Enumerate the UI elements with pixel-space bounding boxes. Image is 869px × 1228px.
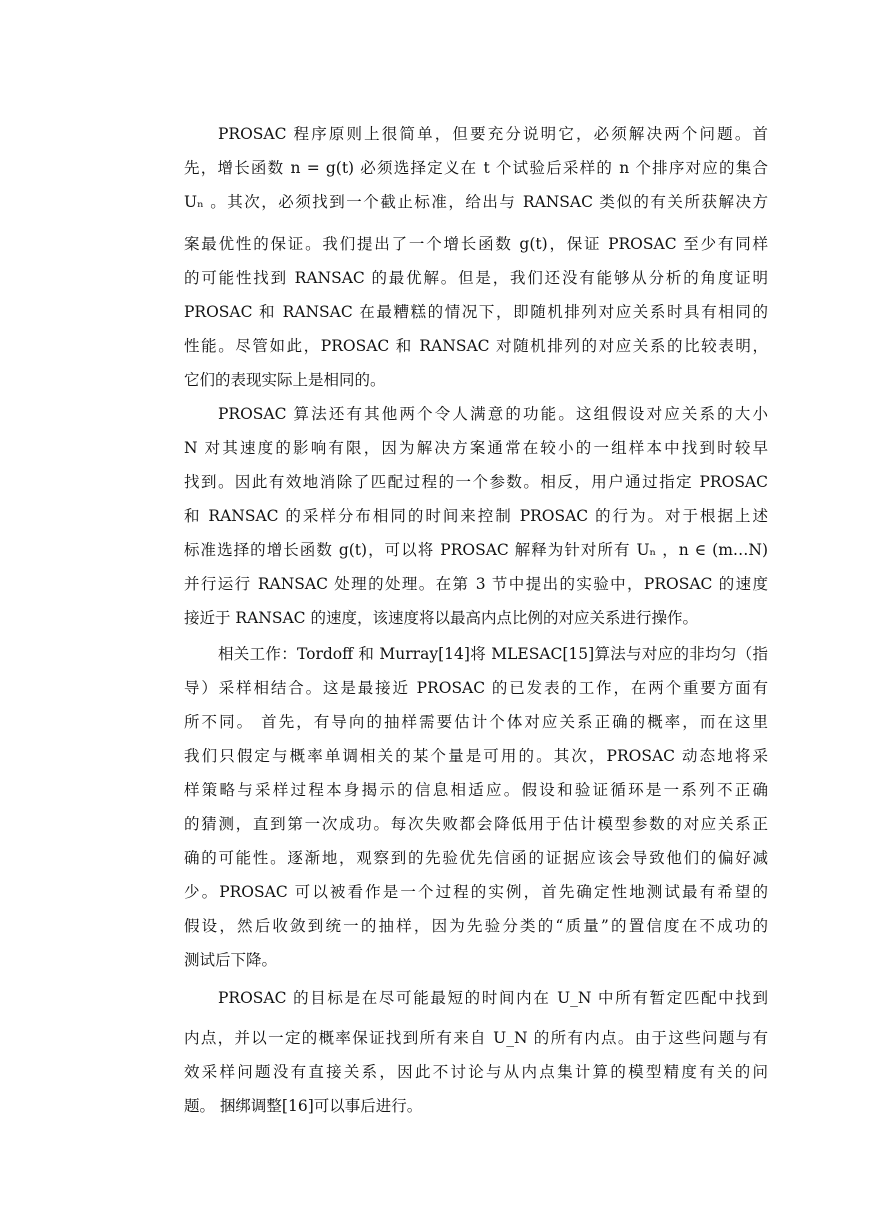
text-line: 内点，并以一定的概率保证找到所有来自 U_N 的所有内点。由于这些问题与有 [184, 1029, 768, 1047]
text-line: 测试后下降。 [184, 951, 278, 969]
text-line: N 对其速度的影响有限，因为解决方案通常在较小的一组样本中找到时较早 [184, 439, 768, 457]
text-line: 题。 捆绑调整[16]可以事后进行。 [184, 1097, 423, 1115]
text-line: 样策略与采样过程本身揭示的信息相适应。假设和验证循环是一系列不正确 [184, 781, 768, 799]
text-line: 少。PROSAC 可以被看作是一个过程的实例，首先确定性地测试最有希望的 [184, 883, 768, 901]
text-line: Uₙ 。其次，必须找到一个截止标准，给出与 RANSAC 类似的有关所获解决方 [184, 193, 768, 211]
text-line: 导）采样相结合。这是最接近 PROSAC 的已发表的工作，在两个重要方面有 [184, 679, 768, 697]
text-line: 找到。因此有效地消除了匹配过程的一个参数。相反，用户通过指定 PROSAC [184, 473, 768, 491]
text-line: 它们的表现实际上是相同的。 [184, 371, 386, 389]
text-line: 确的可能性。逐渐地，观察到的先验优先信函的证据应该会导致他们的偏好减 [184, 849, 768, 867]
text-line: PROSAC 程序原则上很简单，但要充分说明它，必须解决两个问题。首 [218, 125, 768, 143]
text-line: 的可能性找到 RANSAC 的最优解。但是，我们还没有能够从分析的角度证明 [184, 269, 768, 287]
text-line: 并行运行 RANSAC 处理的处理。在第 3 节中提出的实验中，PROSAC 的速度 [184, 575, 768, 593]
text-line: 效采样问题没有直接关系，因此不讨论与从内点集计算的模型精度有关的问 [184, 1063, 768, 1081]
text-line: 案最优性的保证。我们提出了一个增长函数 g(t)，保证 PROSAC 至少有同样 [184, 235, 768, 253]
text-line: 和 RANSAC 的采样分布相同的时间来控制 PROSAC 的行为。对于根据上述 [184, 507, 768, 525]
text-line: 先，增长函数 n = g(t) 必须选择定义在 t 个试验后采样的 n 个排序对应的集合 [184, 159, 768, 177]
text-line: 相关工作：Tordoff 和 Murray[14]将 MLESAC[15]算法与对应的非均匀（指 [218, 645, 768, 663]
text-line: 假设，然后收敛到统一的抽样，因为先验分类的“质量”的置信度在不成功的 [184, 917, 768, 935]
text-line: 标准选择的增长函数 g(t)，可以将 PROSAC 解释为针对所有 Uₙ ，n ∈ (m…N) [184, 541, 768, 559]
text-line: 接近于 RANSAC 的速度，该速度将以最高内点比例的对应关系进行操作。 [184, 609, 698, 627]
text-line: 我们只假定与概率单调相关的某个量是可用的。其次，PROSAC 动态地将采 [184, 747, 768, 765]
text-line: 所不同。 首先，有导向的抽样需要估计个体对应关系正确的概率，而在这里 [184, 713, 768, 731]
text-line: 性能。尽管如此，PROSAC 和 RANSAC 对随机排列的对应关系的比较表明， [184, 337, 768, 355]
text-line: PROSAC 和 RANSAC 在最糟糕的情况下，即随机排列对应关系时具有相同的 [184, 303, 768, 321]
text-line: PROSAC 的目标是在尽可能最短的时间内在 U_N 中所有暂定匹配中找到 [218, 989, 768, 1007]
text-line: PROSAC 算法还有其他两个令人满意的功能。这组假设对应关系的大小 [218, 405, 768, 423]
text-line: 的猜测，直到第一次成功。每次失败都会降低用于估计模型参数的对应关系正 [184, 815, 768, 833]
